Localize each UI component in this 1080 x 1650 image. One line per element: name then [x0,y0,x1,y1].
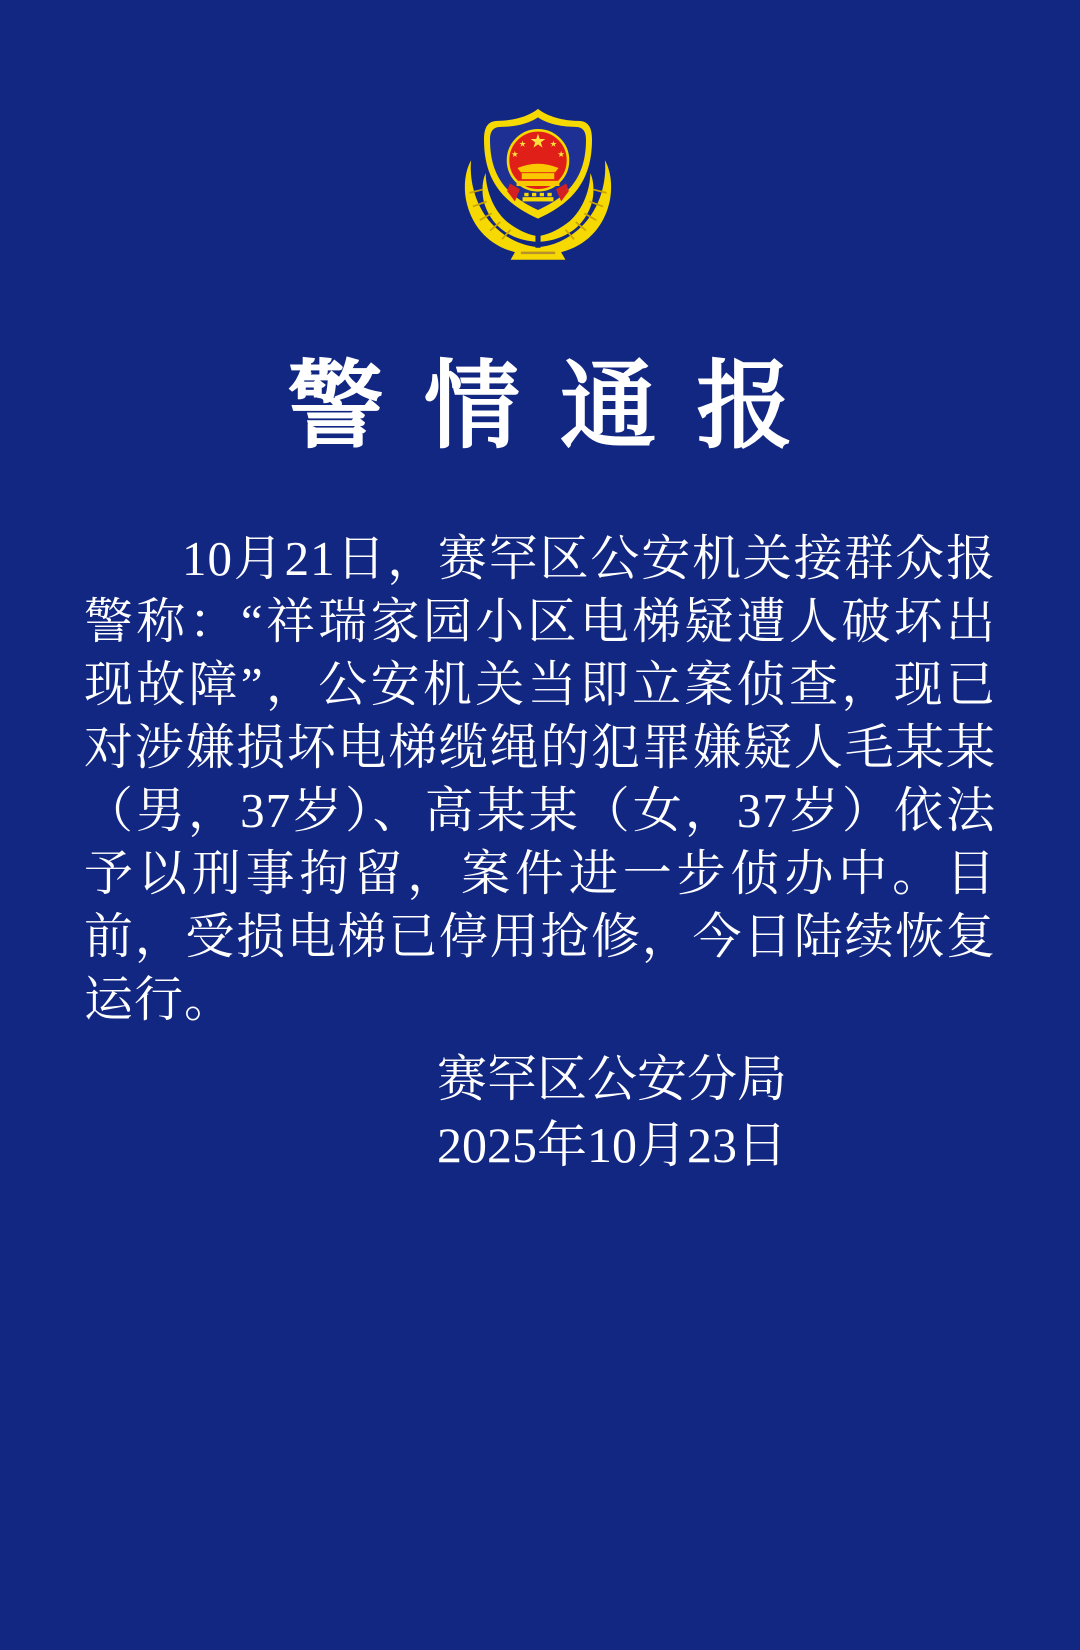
notice-body: 10月21日，赛罕区公安机关接群众报警称：“祥瑞家园小区电梯疑遭人破坏出现故障”，公安机关当即立案侦查，现已对涉嫌损坏电梯缆绳的犯罪嫌疑人毛某某（男，37岁）、高某某（女，37岁）依法予以刑事拘留，案件进一步侦办中。目前，受损电梯已停用抢修，今日陆续恢复运行。 [84,531,996,1027]
notice-title-text: 警情通报 [287,353,833,461]
police-badge-icon [452,90,624,270]
signature-block [72,1046,1080,1178]
notice-date: 2025年10月23日 [437,1117,787,1173]
issuer-signature: 赛罕区公安分局 [437,1051,787,1107]
notice-title [0,352,1080,462]
